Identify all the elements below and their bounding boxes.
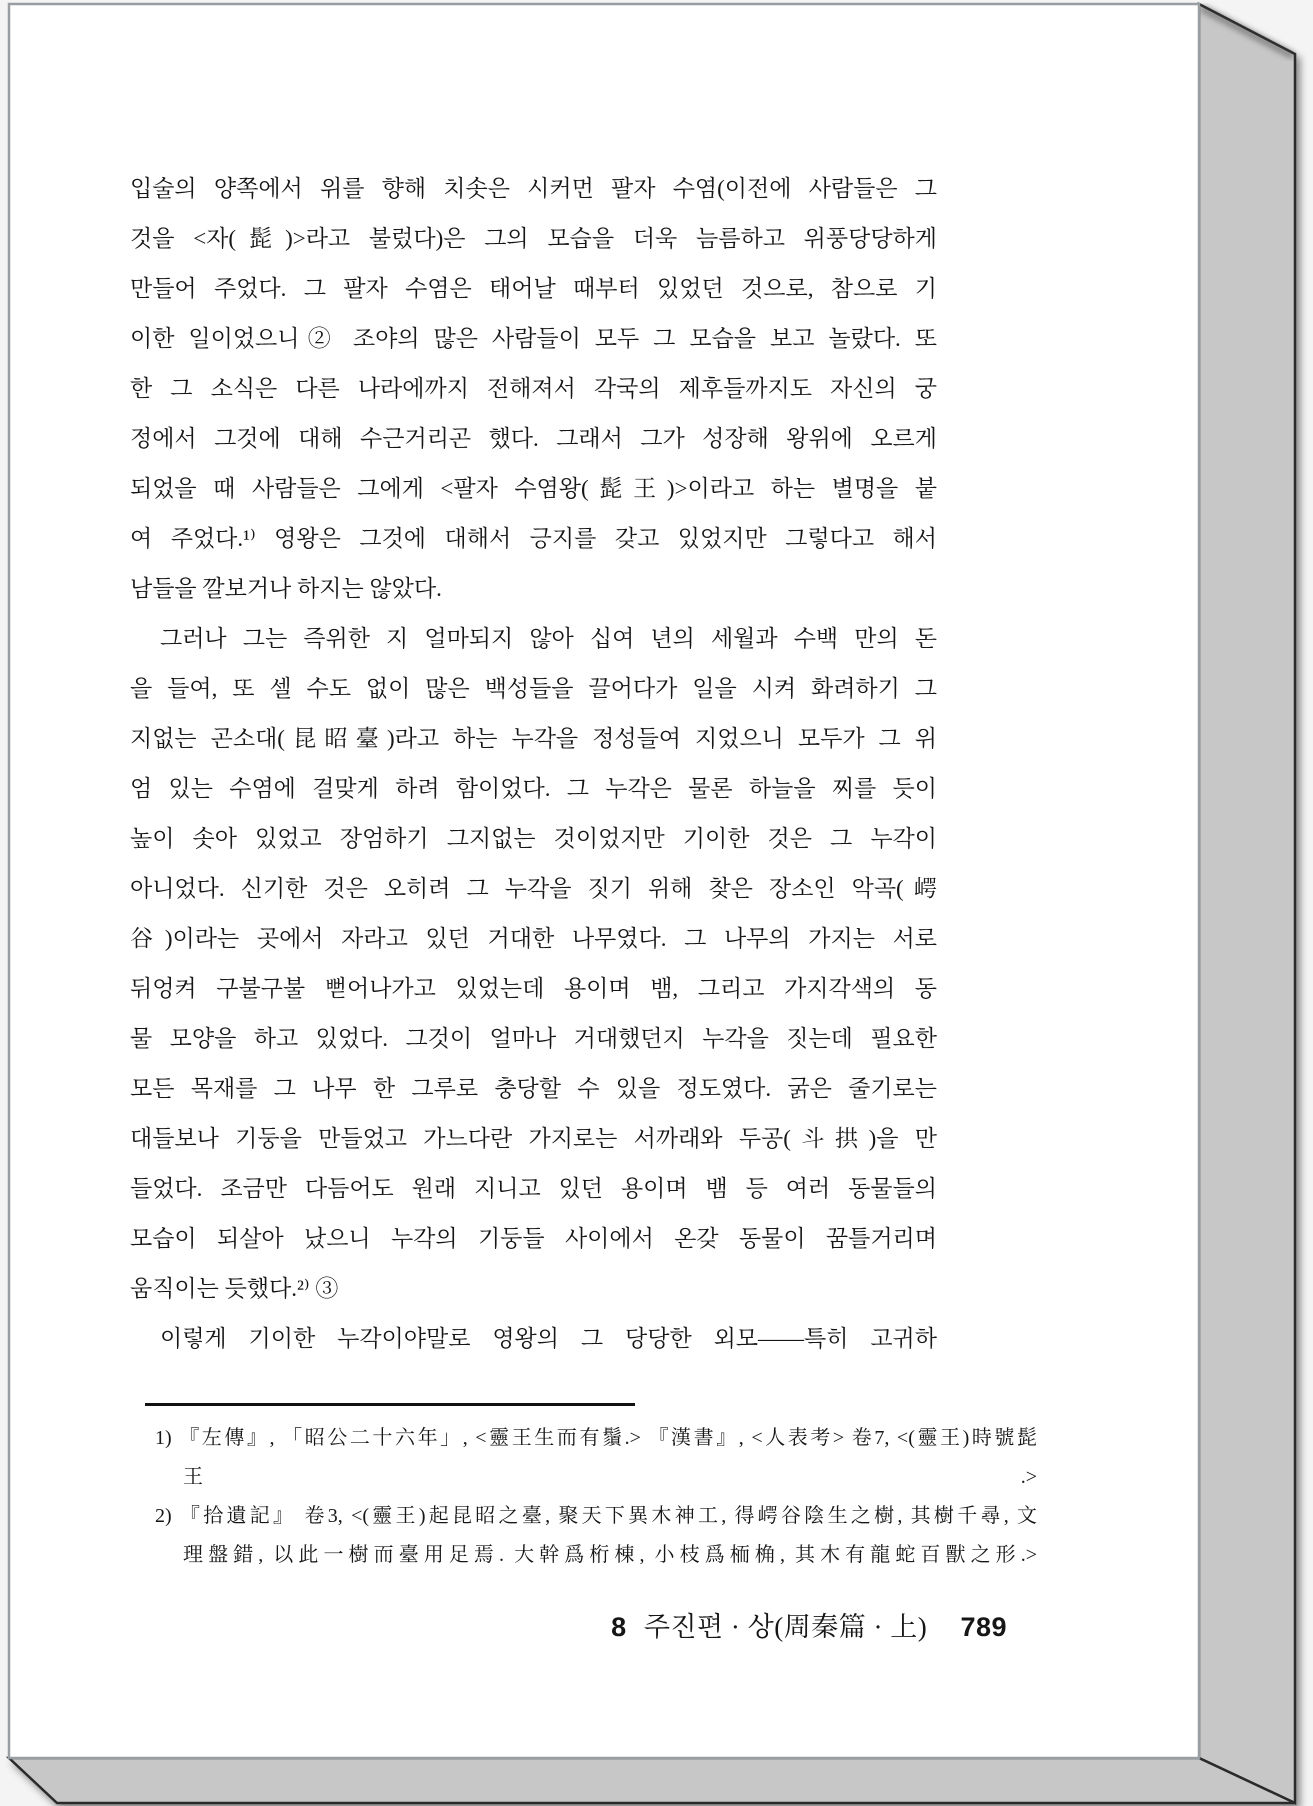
text-line: 한 그 소식은 다른 나라에까지 전해져서 각국의 제후들까지도 자신의 궁 xyxy=(130,376,937,401)
text-line: 정에서 그것에 대해 수근거리곤 했다. 그래서 그가 성장해 왕위에 오르게 xyxy=(130,426,937,451)
text-line: 여 주었다.¹⁾ 영왕은 그것에 대해서 긍지를 갖고 있었지만 그렇다고 해서 xyxy=(130,526,937,551)
text-line: 남들을 깔보거나 하지는 않았다. xyxy=(130,576,442,601)
page-number: 789 xyxy=(960,1612,1007,1642)
footnote-line: 理盤錯, 以此一樹而臺用足焉. 大幹爲桁棟, 小枝爲栭桷, 其木有龍蛇百獸之形.> xyxy=(183,1544,1037,1566)
text-line: 움직이는 듯했다.²⁾ ③ xyxy=(130,1276,339,1301)
text-line: 지없는 곤소대(昆昭臺)라고 하는 누각을 정성들여 지었으니 모두가 그 위 xyxy=(130,726,937,751)
text-line: 입술의 양쪽에서 위를 향해 치솟은 시커먼 팔자 수염(이전에 사람들은 그 xyxy=(130,176,937,201)
footnote-line: 王.> xyxy=(183,1466,1037,1488)
text-line: 대들보나 기둥을 만들었고 가느다란 가지로는 서까래와 두공(斗拱)을 만 xyxy=(130,1126,937,1151)
text-line: 이한 일이었으니② 조야의 많은 사람들이 모두 그 모습을 보고 놀랐다. 또 xyxy=(130,326,937,351)
text-line: 엄 있는 수염에 걸맞게 하려 함이었다. 그 누각은 물론 하늘을 찌를 듯이 xyxy=(130,776,937,801)
section-title: 주진편 · 상(周秦篇 · 上) xyxy=(643,1612,928,1642)
text-line: 그러나 그는 즉위한 지 얼마되지 않아 십여 년의 세월과 수백 만의 돈 xyxy=(160,626,937,651)
footnote-line: 1) 『左傳』, 「昭公二十六年」, <靈王生而有鬚.> 『漢書』, <人表考> 卷7, <(靈王)時號髭 xyxy=(155,1427,1037,1449)
text-line: 을 들여, 또 셀 수도 없이 많은 백성들을 끌어다가 일을 시켜 화려하기 그 xyxy=(130,676,937,701)
text-line: 谷)이라는 곳에서 자라고 있던 거대한 나무였다. 그 나무의 가지는 서로 xyxy=(130,926,937,951)
text-line: 모든 목재를 그 나무 한 그루로 충당할 수 있을 정도였다. 굵은 줄기로는 xyxy=(130,1076,937,1101)
text-line: 만들어 주었다. 그 팔자 수염은 태어날 때부터 있었던 것으로, 참으로 기 xyxy=(130,276,937,301)
text-line: 들었다. 조금만 다듬어도 원래 지니고 있던 용이며 뱀 등 여러 동물들의 xyxy=(130,1176,937,1201)
right-page-edge xyxy=(1199,4,1295,1803)
footnote-line: 2) 『拾遺記』 卷3, <(靈王)起昆昭之臺, 聚天下異木神工, 得崿谷陰生之樹, 其樹千尋, 文 xyxy=(155,1505,1037,1527)
text-line: 높이 솟아 있었고 장엄하기 그지없는 것이었지만 기이한 것은 그 누각이 xyxy=(130,826,937,851)
body-text xyxy=(130,164,937,1364)
footnotes xyxy=(155,1419,1037,1575)
text-line: 뒤엉켜 구불구불 뻗어나가고 있었는데 용이며 뱀, 그리고 가지각색의 동 xyxy=(130,976,937,1001)
page-footer xyxy=(520,1608,1007,1646)
text-line: 물 모양을 하고 있었다. 그것이 얼마나 거대했던지 누각을 짓는데 필요한 xyxy=(130,1026,937,1051)
text-line: 아니었다. 신기한 것은 오히려 그 누각을 짓기 위해 찾은 장소인 악곡(崿 xyxy=(130,876,937,901)
bottom-page-edge xyxy=(9,1758,1295,1803)
footnote-separator xyxy=(145,1403,635,1406)
text-line: 것을 <자(髭)>라고 불렀다)은 그의 모습을 더욱 늠름하고 위풍당당하게 xyxy=(130,226,937,251)
text-line: 되었을 때 사람들은 그에게 <팔자 수염왕(髭王)>이라고 하는 별명을 붙 xyxy=(130,476,937,501)
text-line: 모습이 되살아 났으니 누각의 기둥들 사이에서 온갖 동물이 꿈틀거리며 xyxy=(130,1226,937,1251)
chapter-number: 8 xyxy=(611,1612,627,1642)
text-line: 이렇게 기이한 누각이야말로 영왕의 그 당당한 외모——특히 고귀하 xyxy=(160,1326,937,1351)
